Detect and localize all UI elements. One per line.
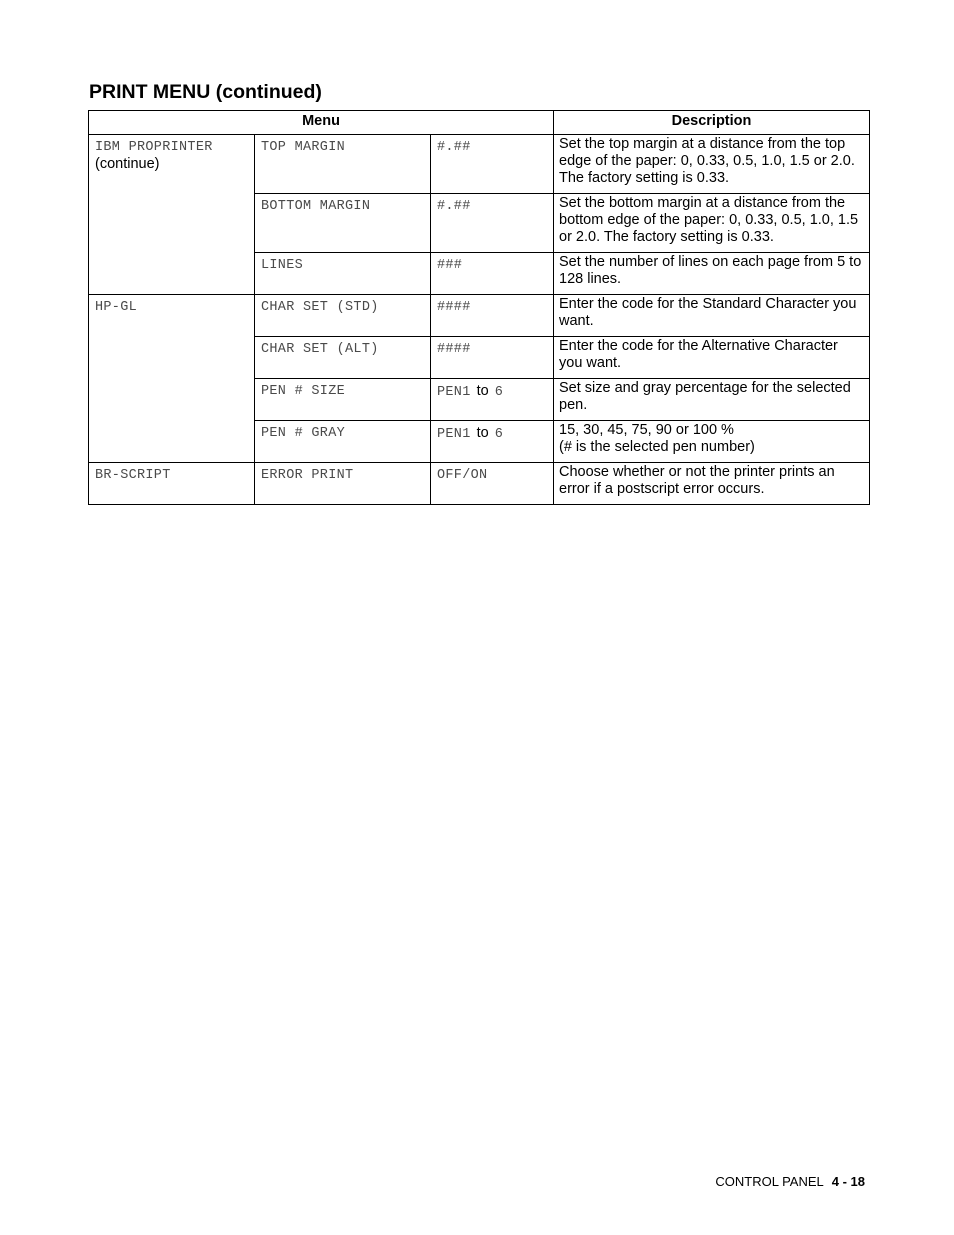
menu-value-range <box>431 379 553 401</box>
menu-item-cell <box>255 253 431 295</box>
description-cell <box>554 194 870 253</box>
menu-value-cell <box>431 421 554 463</box>
menu-item-label: LINES <box>261 258 304 273</box>
menu-item-cell <box>255 337 431 379</box>
menu-column-header: Menu <box>89 111 554 135</box>
group-name: IBM PROPRINTER <box>95 140 213 155</box>
menu-value: #.## <box>437 140 471 155</box>
menu-item-label: ERROR PRINT <box>261 468 354 483</box>
table-row <box>89 295 870 337</box>
table-row <box>89 135 870 194</box>
range-start: PEN1 <box>437 385 471 400</box>
menu-value: #### <box>437 300 471 315</box>
description-text: Enter the code for the Standard Character you want. <box>559 296 857 329</box>
range-to: to <box>476 383 489 399</box>
description-cell <box>554 337 870 379</box>
page-footer <box>715 1174 865 1190</box>
range-to: to <box>476 425 489 441</box>
menu-value-cell <box>431 463 554 505</box>
menu-item-cell <box>255 421 431 463</box>
group-cell-ibm-proprinter <box>89 135 255 295</box>
page-title: PRINT MENU (continued) <box>89 81 322 103</box>
menu-value: ### <box>437 258 463 273</box>
footer-section-label: CONTROL PANEL <box>715 1174 824 1189</box>
description-cell <box>554 135 870 194</box>
menu-value-cell <box>431 379 554 421</box>
description-cell <box>554 379 870 421</box>
description-text: Choose whether or not the printer prints an error if a postscript error occurs. <box>559 464 835 497</box>
group-name: HP-GL <box>95 300 138 315</box>
group-cell-br-script <box>89 463 255 505</box>
table-header-row <box>89 111 870 135</box>
group-sub-label: (continue) <box>95 156 160 172</box>
menu-item-cell <box>255 194 431 253</box>
menu-item-label: PEN # SIZE <box>261 384 346 399</box>
description-text: Set size and gray percentage for the selected pen. <box>559 380 851 413</box>
description-text <box>554 421 869 456</box>
menu-item-label: TOP MARGIN <box>261 140 346 155</box>
description-text: Set the number of lines on each page from 5 to 128 lines. <box>559 254 862 287</box>
menu-item-label: PEN # GRAY <box>261 426 346 441</box>
menu-value-range <box>431 421 553 443</box>
range-end: 6 <box>494 427 504 442</box>
menu-value: OFF/ON <box>437 468 488 483</box>
range-end: 6 <box>494 385 504 400</box>
menu-item-cell <box>255 463 431 505</box>
description-text: Set the top margin at a distance from the top edge of the paper: 0, 0.33, 0.5, 1.0, 1.5 or 2.0. The factory setting is 0.33. <box>559 136 855 186</box>
range-start: PEN1 <box>437 427 471 442</box>
print-menu-table <box>88 110 870 505</box>
description-cell <box>554 463 870 505</box>
description-column-header: Description <box>554 111 870 135</box>
menu-item-cell <box>255 135 431 194</box>
description-cell <box>554 421 870 463</box>
menu-value-cell <box>431 194 554 253</box>
description-text: Enter the code for the Alternative Character you want. <box>559 338 838 371</box>
description-cell <box>554 295 870 337</box>
menu-item-label: CHAR SET (STD) <box>261 300 379 315</box>
menu-value-cell <box>431 135 554 194</box>
group-name: BR-SCRIPT <box>95 468 171 483</box>
menu-item-label: CHAR SET (ALT) <box>261 342 379 357</box>
menu-item-label: BOTTOM MARGIN <box>261 199 371 214</box>
table-row <box>89 463 870 505</box>
group-cell-hp-gl <box>89 295 255 463</box>
menu-value: #.## <box>437 199 471 214</box>
menu-value-cell <box>431 253 554 295</box>
menu-item-cell <box>255 379 431 421</box>
page-number: 4 - 18 <box>831 1174 865 1189</box>
menu-value: #### <box>437 342 471 357</box>
description-line: (# is the selected pen number) <box>559 439 755 455</box>
menu-item-cell <box>255 295 431 337</box>
description-line: 15, 30, 45, 75, 90 or 100 % <box>559 422 734 438</box>
menu-value-cell <box>431 295 554 337</box>
description-cell <box>554 253 870 295</box>
menu-value-cell <box>431 337 554 379</box>
description-text: Set the bottom margin at a distance from the bottom edge of the paper: 0, 0.33, 0.5, 1.0, 1.5 or 2.0. The factory setting is 0.33. <box>559 195 859 245</box>
